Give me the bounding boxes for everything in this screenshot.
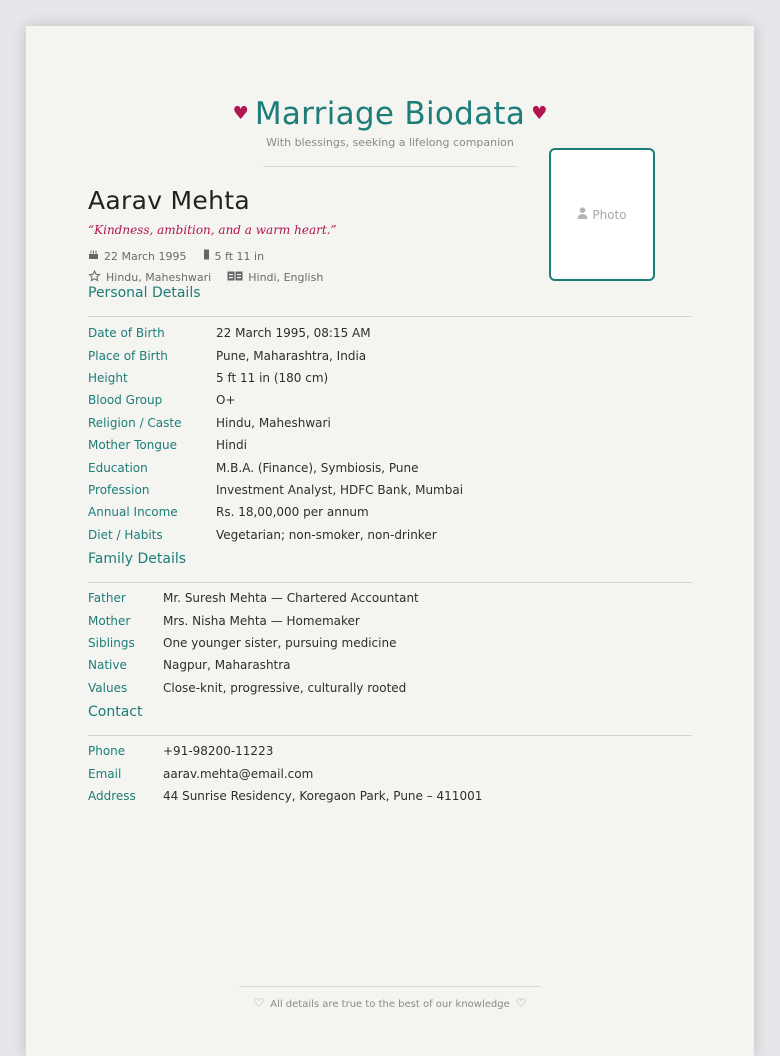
header (26, 96, 754, 149)
detail-label: Religion / Caste (88, 415, 182, 430)
footer-divider (239, 986, 541, 987)
detail-value: Investment Analyst, HDFC Bank, Mumbai (216, 482, 464, 497)
profile-tagline: “Kindness, ambition, and a warm heart.” (88, 223, 337, 237)
heart-icon: ♥ (232, 103, 249, 124)
detail-value: 44 Sunrise Residency, Koregaon Park, Pune – 411001 (163, 788, 483, 803)
detail-label: Native (88, 658, 127, 673)
page-subtitle: With blessings, seeking a lifelong companion (266, 136, 514, 149)
header-divider (263, 166, 517, 167)
detail-label: Father (88, 591, 126, 606)
detail-row (88, 632, 692, 654)
language-icon (227, 271, 243, 284)
detail-value: Close-knit, progressive, culturally rooted (163, 680, 407, 695)
detail-label: Mother Tongue (88, 438, 177, 453)
detail-row (88, 654, 692, 676)
detail-value: Pune, Maharashtra, India (216, 348, 367, 363)
detail-row (88, 677, 692, 699)
profile-meta-line-1 (88, 249, 280, 263)
profile-meta-line-2 (88, 270, 339, 285)
detail-value: 22 March 1995, 08:15 AM (216, 326, 371, 341)
detail-label: Phone (88, 744, 126, 759)
detail-label: Blood Group (88, 393, 163, 408)
star-icon (88, 270, 101, 285)
profile-name: Aarav Mehta (88, 186, 250, 215)
detail-row (88, 412, 692, 434)
detail-value: Nagpur, Maharashtra (163, 658, 291, 673)
detail-value: aarav.mehta@email.com (163, 766, 314, 781)
detail-label: Mother (88, 613, 131, 628)
detail-value: Vegetarian; non-smoker, non-drinker (216, 527, 437, 542)
section-title-family: Family Details (88, 551, 187, 567)
biodata-sheet (26, 26, 754, 1056)
detail-value: +91-98200-11223 (163, 744, 274, 759)
detail-value: Mrs. Nisha Mehta — Homemaker (163, 613, 360, 628)
heart-outline-icon: ♡ (253, 996, 265, 1010)
heart-outline-icon: ♡ (515, 996, 527, 1010)
detail-row (88, 524, 692, 546)
detail-label: Email (88, 766, 122, 781)
footer-text: All details are true to the best of our knowledge (270, 999, 510, 1010)
detail-value: O+ (216, 393, 236, 408)
detail-label: Address (88, 788, 136, 803)
detail-row (88, 740, 692, 762)
detail-label: Profession (88, 482, 150, 497)
section-divider (88, 582, 692, 583)
profile-dob: 22 March 1995 (104, 249, 187, 263)
detail-label: Date of Birth (88, 326, 165, 341)
contact-details-list (88, 740, 692, 807)
detail-row (88, 785, 692, 807)
detail-row (88, 762, 692, 784)
personal-details-list (88, 322, 692, 546)
profile-height: 5 ft 11 in (214, 249, 265, 263)
detail-label: Place of Birth (88, 348, 168, 363)
cake-icon (88, 249, 99, 263)
profile-languages: Hindi, English (248, 271, 324, 284)
detail-row (88, 344, 692, 366)
detail-label: Values (88, 680, 128, 695)
footer (26, 996, 754, 1010)
section-title-personal: Personal Details (88, 285, 201, 301)
detail-row (88, 479, 692, 501)
photo-label: Photo (592, 207, 627, 222)
detail-label: Siblings (88, 635, 135, 650)
detail-row (88, 456, 692, 478)
detail-row (88, 434, 692, 456)
section-title-contact: Contact (88, 704, 143, 720)
person-icon (577, 207, 588, 222)
detail-value: Mr. Suresh Mehta — Chartered Accountant (163, 591, 419, 606)
detail-label: Education (88, 460, 148, 475)
profile-religion: Hindu, Maheshwari (106, 271, 212, 284)
photo-placeholder (549, 148, 655, 281)
detail-value: One younger sister, pursuing medicine (163, 635, 397, 650)
detail-row (88, 367, 692, 389)
detail-value: 5 ft 11 in (180 cm) (216, 370, 329, 385)
detail-row (88, 587, 692, 609)
ruler-icon (203, 249, 210, 263)
detail-label: Diet / Habits (88, 527, 163, 542)
section-divider (88, 316, 692, 317)
detail-row (88, 609, 692, 631)
detail-row (88, 389, 692, 411)
detail-row (88, 501, 692, 523)
heart-icon: ♥ (531, 103, 548, 124)
page-title: Marriage Biodata (254, 96, 526, 132)
detail-row (88, 322, 692, 344)
detail-value: Rs. 18,00,000 per annum (216, 505, 369, 520)
detail-value: M.B.A. (Finance), Symbiosis, Pune (216, 460, 419, 475)
detail-value: Hindu, Maheshwari (216, 415, 331, 430)
section-divider (88, 735, 692, 736)
detail-value: Hindi (216, 438, 247, 453)
detail-label: Height (88, 370, 128, 385)
detail-label: Annual Income (88, 505, 178, 520)
family-details-list (88, 587, 692, 699)
